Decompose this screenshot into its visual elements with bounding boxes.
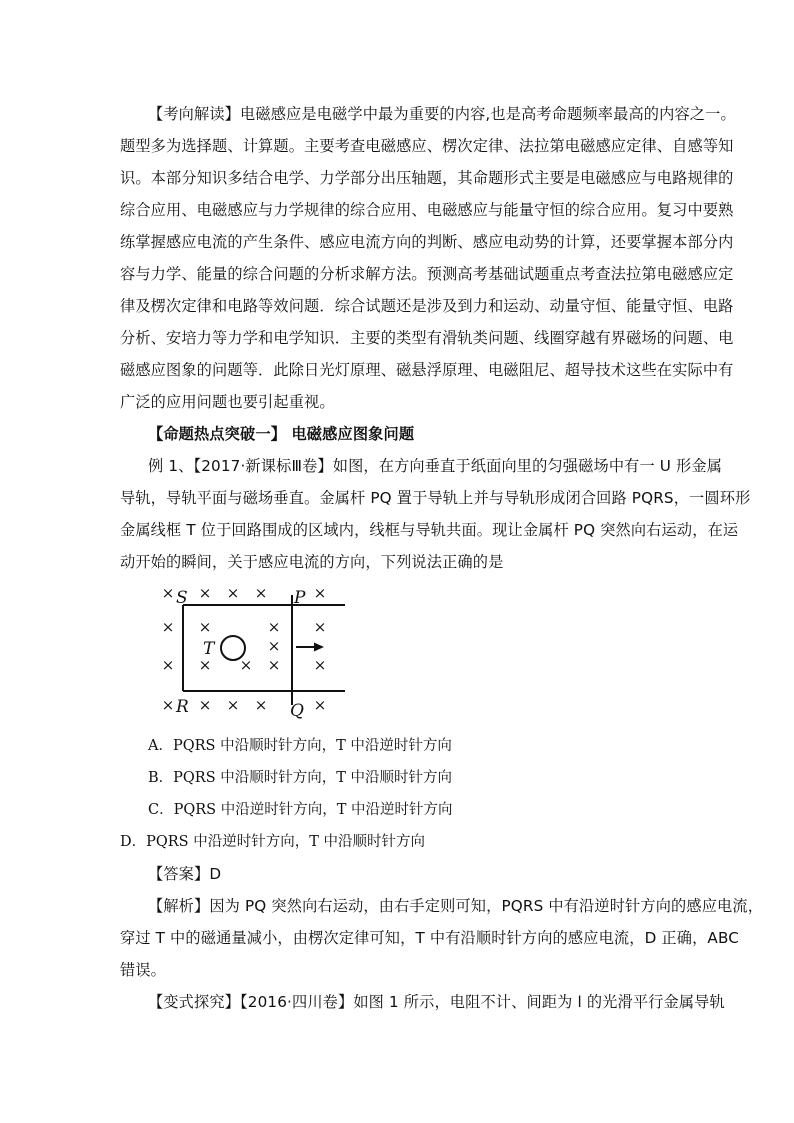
- field-cross: ×: [198, 618, 212, 636]
- circuit-diagram: [150, 578, 355, 721]
- intro-line: 识。本部分知识多结合电学、力学部分出压轴题，其命题形式主要是电磁感应与电路规律的: [120, 169, 734, 187]
- analysis-line: 错误。: [120, 961, 167, 979]
- analysis-line: 【解析】因为 PQ 突然向右运动，由右手定则可知，PQRS 中有沿逆时针方向的感应电流，: [148, 897, 764, 915]
- example-line: 金属线框 T 位于回路围成的区域内，线框与导轨共面。现让金属杆 PQ 突然向右运动，在运: [120, 521, 739, 539]
- analysis-line: 穿过 T 中的磁通量减小，由楞次定律可知，T 中有沿顺时针方向的感应电流，D 正确，ABC: [120, 929, 740, 947]
- field-cross: ×: [313, 696, 327, 714]
- field-cross: ×: [198, 584, 212, 602]
- arrow-head-icon: [314, 643, 324, 652]
- example-line: 动开始的瞬间，关于感应电流的方向，下列说法正确的是: [120, 553, 504, 571]
- label-r: R: [176, 697, 189, 717]
- field-cross: ×: [161, 656, 175, 674]
- section-title: 【命题热点突破一】 电磁感应图象问题: [148, 425, 415, 443]
- intro-line: 广泛的应用问题也要引起重视。: [120, 393, 335, 411]
- circuit-figure: [150, 578, 355, 721]
- intro-line: 综合应用、电磁感应与力学规律的综合应用、电磁感应与能量守恒的综合应用。复习中要熟: [120, 201, 734, 219]
- intro-line: 容与力学、能量的综合问题的分析求解方法。预测高考基础试题重点考查法拉第电磁感应定: [120, 265, 734, 283]
- option-b: B．PQRS 中沿顺时针方向，T 中沿顺时针方向: [148, 770, 453, 786]
- example-line: 例 1、【2017·新课标Ⅲ卷】如图，在方向垂直于纸面向里的匀强磁场中有一 U 形金属: [148, 457, 723, 475]
- intro-line: 律及楞次定律和电路等效问题．综合试题还是涉及到力和运动、动量守恒、能量守恒、电路: [120, 297, 734, 315]
- figure-labels: [175, 588, 306, 721]
- option-c: C．PQRS 中沿逆时针方向，T 中沿逆时针方向: [148, 802, 453, 818]
- field-cross: ×: [226, 584, 240, 602]
- example-line: 导轨，导轨平面与磁场垂直。金属杆 PQ 置于导轨上并与导轨形成闭合回路 PQRS，一圆环形: [120, 489, 751, 507]
- field-cross: ×: [267, 637, 281, 655]
- field-cross: ×: [313, 618, 327, 636]
- field-cross: ×: [254, 696, 268, 714]
- label-t: T: [203, 639, 215, 659]
- option-d: D．PQRS 中沿逆时针方向，T 中沿顺时针方向: [120, 834, 426, 850]
- label-q: Q: [290, 701, 304, 721]
- field-cross: ×: [254, 584, 268, 602]
- intro-line: 练掌握感应电流的产生条件、感应电流方向的判断、感应电动势的计算，还要掌握本部分内: [120, 233, 734, 251]
- field-cross: ×: [198, 656, 212, 674]
- option-a: A．PQRS 中沿顺时针方向，T 中沿逆时针方向: [148, 738, 452, 754]
- intro-line: 【考向解读】电磁感应是电磁学中最为重要的内容,也是高考命题频率最高的内容之一。: [148, 105, 736, 123]
- field-cross: ×: [239, 656, 253, 674]
- intro-line: 磁感应图象的问题等．此除日光灯原理、磁悬浮原理、电磁阻尼、超导技术这些在实际中有: [120, 361, 734, 379]
- answer-line: 【答案】D: [148, 865, 222, 883]
- intro-line: 题型多为选择题、计算题。主要考查电磁感应、楞次定律、法拉第电磁感应定律、自感等知: [120, 137, 734, 155]
- label-s: S: [176, 588, 188, 608]
- field-cross: ×: [226, 696, 240, 714]
- field-cross: ×: [161, 584, 175, 602]
- field-cross: ×: [313, 656, 327, 674]
- field-cross: ×: [198, 696, 212, 714]
- intro-line: 分析、安培力等力学和电学知识．主要的类型有滑轨类问题、线圈穿越有界磁场的问题、电: [120, 329, 734, 347]
- field-cross: ×: [267, 618, 281, 636]
- label-p: P: [294, 588, 306, 608]
- field-cross: ×: [161, 696, 175, 714]
- variant-line: 【变式探究】【2016·四川卷】如图 1 所示，电阻不计、间距为 l 的光滑平行金属导轨: [148, 993, 725, 1011]
- field-cross: ×: [267, 656, 281, 674]
- field-cross: ×: [161, 618, 175, 636]
- field-cross: ×: [313, 584, 327, 602]
